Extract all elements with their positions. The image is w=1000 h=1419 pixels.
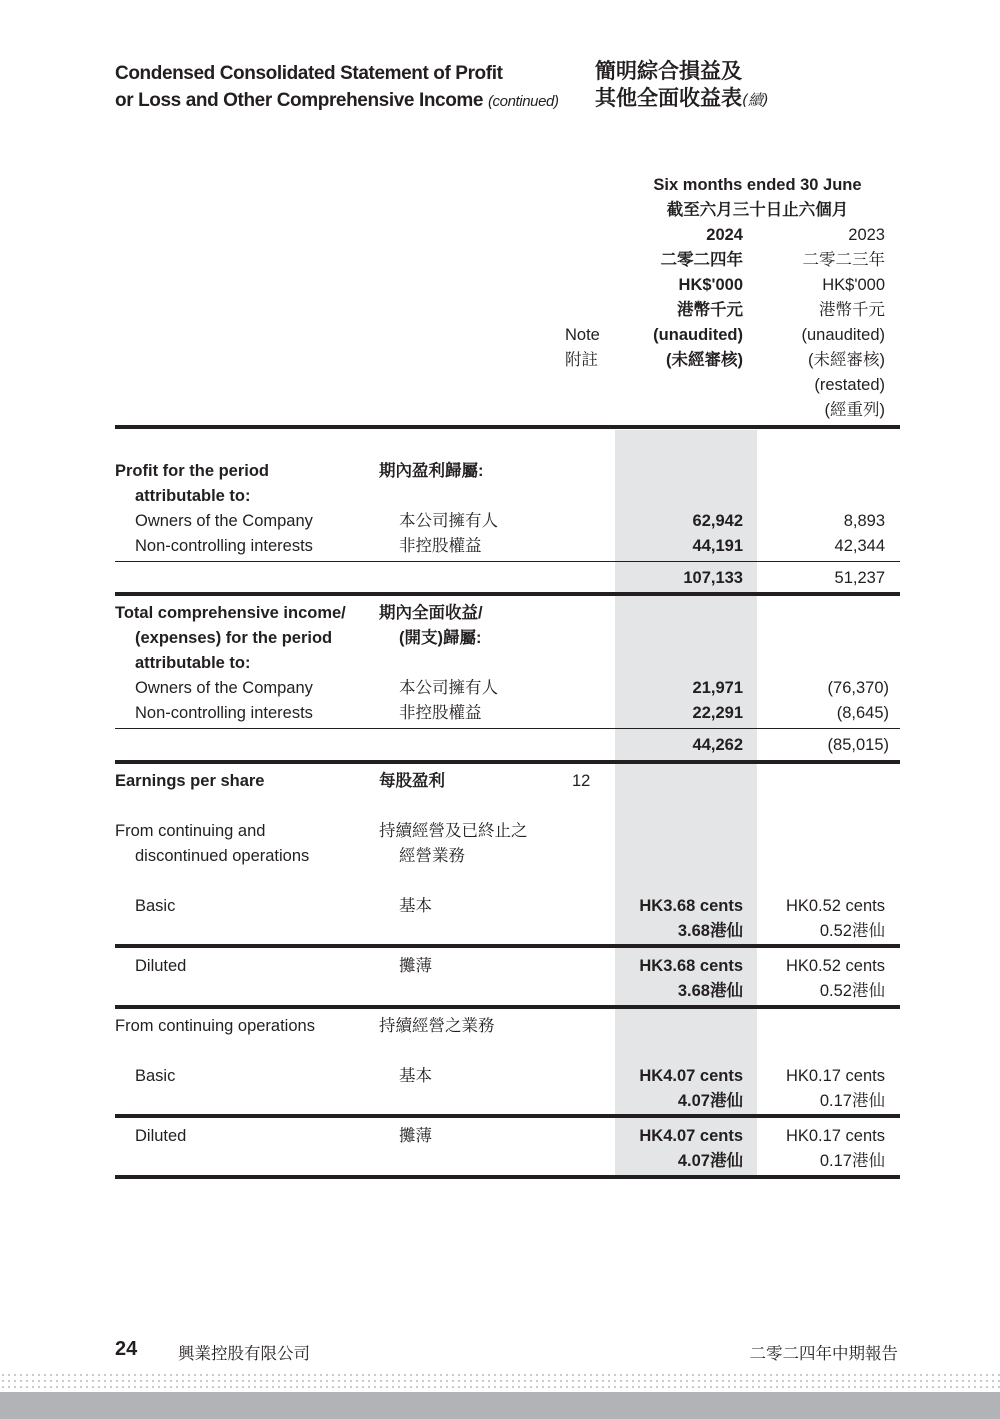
status-2023-en: (unaudited) bbox=[801, 326, 885, 344]
eps-cont-diluted-2023-en: HK0.17 cents bbox=[785, 1127, 885, 1145]
profit-nci-label-zh: 非控股權益 bbox=[399, 537, 482, 555]
eps-heading-zh: 每股盈利 bbox=[379, 772, 445, 790]
tci-subtotal-rule bbox=[115, 728, 900, 729]
eps-all-ops-en-1: From continuing and bbox=[115, 822, 266, 840]
status-2024-zh: (未經審核) bbox=[666, 351, 743, 369]
eps-all-diluted-2023-zh: 0.52港仙 bbox=[819, 982, 885, 1000]
status-2023-zh: (未經審核) bbox=[808, 351, 885, 369]
title-zh-line1: 簡明綜合損益及 bbox=[595, 59, 742, 83]
restated-2023-en: (restated) bbox=[814, 376, 885, 394]
profit-heading-en-2: attributable to: bbox=[135, 487, 251, 505]
eps-all-basic-2023-zh: 0.52港仙 bbox=[819, 922, 885, 940]
unit-2024-en: HK$'000 bbox=[678, 276, 743, 294]
eps-all-diluted-2023-en: HK0.52 cents bbox=[785, 957, 885, 975]
tci-nci-label-en: Non-controlling interests bbox=[135, 704, 313, 722]
eps-cont-basic-2024-en: HK4.07 cents bbox=[639, 1067, 743, 1085]
eps-all-basic-label-zh: 基本 bbox=[399, 897, 432, 915]
restated-2023-zh: (經重列) bbox=[824, 401, 885, 419]
eps-all-basic-label-en: Basic bbox=[135, 897, 176, 915]
profit-heading-zh: 期內盈利歸屬: bbox=[379, 462, 484, 480]
year-2023-zh: 二零二三年 bbox=[802, 251, 885, 269]
eps-cont-basic-label-zh: 基本 bbox=[399, 1067, 432, 1085]
tci-heading-en-1: Total comprehensive income/ bbox=[115, 604, 346, 622]
profit-owners-label-en: Owners of the Company bbox=[135, 512, 313, 530]
eps-cont-basic-label-en: Basic bbox=[135, 1067, 176, 1085]
eps-all-ops-zh-2: 經營業務 bbox=[399, 847, 465, 865]
profit-heading-en-1: Profit for the period bbox=[115, 462, 269, 480]
tci-heading-zh-1: 期內全面收益/ bbox=[379, 604, 483, 622]
eps-cont-basic-rule bbox=[115, 1114, 900, 1118]
eps-all-basic-rule bbox=[115, 944, 900, 948]
tci-total-2024: 44,262 bbox=[692, 736, 743, 754]
eps-heading-en: Earnings per share bbox=[115, 772, 265, 790]
tci-nci-2024: 22,291 bbox=[692, 704, 743, 722]
footer-report: 二零二四年中期報告 bbox=[749, 1345, 898, 1363]
tci-heading-zh-2: (開支)歸屬: bbox=[399, 629, 482, 647]
eps-all-ops-en-2: discontinued operations bbox=[135, 847, 310, 865]
tci-owners-2024: 21,971 bbox=[692, 679, 743, 697]
page-title-en bbox=[115, 60, 559, 115]
profit-owners-2023: 8,893 bbox=[843, 512, 885, 530]
profit-owners-2024: 62,942 bbox=[692, 512, 743, 530]
profit-owners-label-zh: 本公司擁有人 bbox=[399, 512, 498, 530]
period-header-zh: 截至六月三十日止六個月 bbox=[666, 201, 849, 219]
footer-company: 興業控股有限公司 bbox=[178, 1345, 310, 1363]
unit-2024-zh: 港幣千元 bbox=[677, 301, 743, 319]
tci-owners-2023: (76,370) bbox=[827, 679, 889, 697]
eps-cont-ops-en: From continuing operations bbox=[115, 1017, 315, 1035]
eps-cont-diluted-2024-en: HK4.07 cents bbox=[639, 1127, 743, 1145]
header-rule bbox=[115, 425, 900, 429]
profit-total-rule bbox=[115, 592, 900, 596]
profit-total-2023: 51,237 bbox=[834, 569, 885, 587]
status-2024-en: (unaudited) bbox=[653, 326, 743, 344]
profit-subtotal-rule bbox=[115, 561, 900, 562]
tci-nci-label-zh: 非控股權益 bbox=[399, 704, 482, 722]
eps-all-diluted-label-zh: 攤薄 bbox=[399, 957, 432, 975]
eps-note: 12 bbox=[572, 772, 591, 790]
eps-cont-diluted-label-en: Diluted bbox=[135, 1127, 187, 1145]
unit-2023-zh: 港幣千元 bbox=[819, 301, 885, 319]
page-title-zh bbox=[595, 58, 769, 114]
tci-total-rule bbox=[115, 760, 900, 764]
profit-nci-2023: 42,344 bbox=[834, 537, 885, 555]
profit-total-2024: 107,133 bbox=[683, 569, 743, 587]
tci-heading-en-2: (expenses) for the period bbox=[135, 629, 333, 647]
eps-cont-basic-2023-en: HK0.17 cents bbox=[785, 1067, 885, 1085]
year-2023: 2023 bbox=[848, 226, 885, 244]
title-zh-continued: (續) bbox=[742, 91, 769, 109]
title-en-continued: (continued) bbox=[487, 93, 559, 110]
note-header-en: Note bbox=[565, 326, 600, 344]
eps-all-ops-zh-1: 持續經營及已終止之 bbox=[379, 822, 528, 840]
year-2024: 2024 bbox=[706, 226, 743, 244]
eps-cont-diluted-2024-zh: 4.07港仙 bbox=[677, 1152, 743, 1170]
tci-nci-2023: (8,645) bbox=[836, 704, 889, 722]
eps-all-basic-2024-zh: 3.68港仙 bbox=[677, 922, 743, 940]
eps-all-diluted-label-en: Diluted bbox=[135, 957, 187, 975]
eps-all-basic-2024-en: HK3.68 cents bbox=[639, 897, 743, 915]
page-number: 24 bbox=[115, 1338, 138, 1360]
year-2024-zh: 二零二四年 bbox=[660, 251, 743, 269]
eps-cont-basic-2024-zh: 4.07港仙 bbox=[677, 1092, 743, 1110]
title-zh-line2: 其他全面收益表 bbox=[595, 86, 742, 110]
table-bottom-rule bbox=[115, 1175, 900, 1179]
eps-cont-diluted-label-zh: 攤薄 bbox=[399, 1127, 432, 1145]
title-en-line2: or Loss and Other Comprehensive Income bbox=[115, 90, 484, 111]
unit-2023-en: HK$'000 bbox=[822, 276, 885, 294]
footer-bar bbox=[0, 1392, 1000, 1419]
eps-cont-diluted-2023-zh: 0.17港仙 bbox=[819, 1152, 885, 1170]
eps-all-diluted-2024-en: HK3.68 cents bbox=[639, 957, 743, 975]
tci-owners-label-en: Owners of the Company bbox=[135, 679, 313, 697]
tci-heading-en-3: attributable to: bbox=[135, 654, 251, 672]
eps-cont-basic-2023-zh: 0.17港仙 bbox=[819, 1092, 885, 1110]
footer-dot-pattern bbox=[0, 1372, 1000, 1390]
profit-nci-label-en: Non-controlling interests bbox=[135, 537, 313, 555]
note-header-zh: 附註 bbox=[565, 351, 598, 369]
tci-total-2023: (85,015) bbox=[827, 736, 889, 754]
period-header-en: Six months ended 30 June bbox=[653, 176, 862, 194]
eps-all-diluted-rule bbox=[115, 1005, 900, 1009]
eps-all-diluted-2024-zh: 3.68港仙 bbox=[677, 982, 743, 1000]
title-en-line1: Condensed Consolidated Statement of Profit bbox=[115, 63, 503, 84]
profit-nci-2024: 44,191 bbox=[692, 537, 743, 555]
eps-cont-ops-zh: 持續經營之業務 bbox=[379, 1017, 495, 1035]
tci-owners-label-zh: 本公司擁有人 bbox=[399, 679, 498, 697]
eps-all-basic-2023-en: HK0.52 cents bbox=[785, 897, 885, 915]
